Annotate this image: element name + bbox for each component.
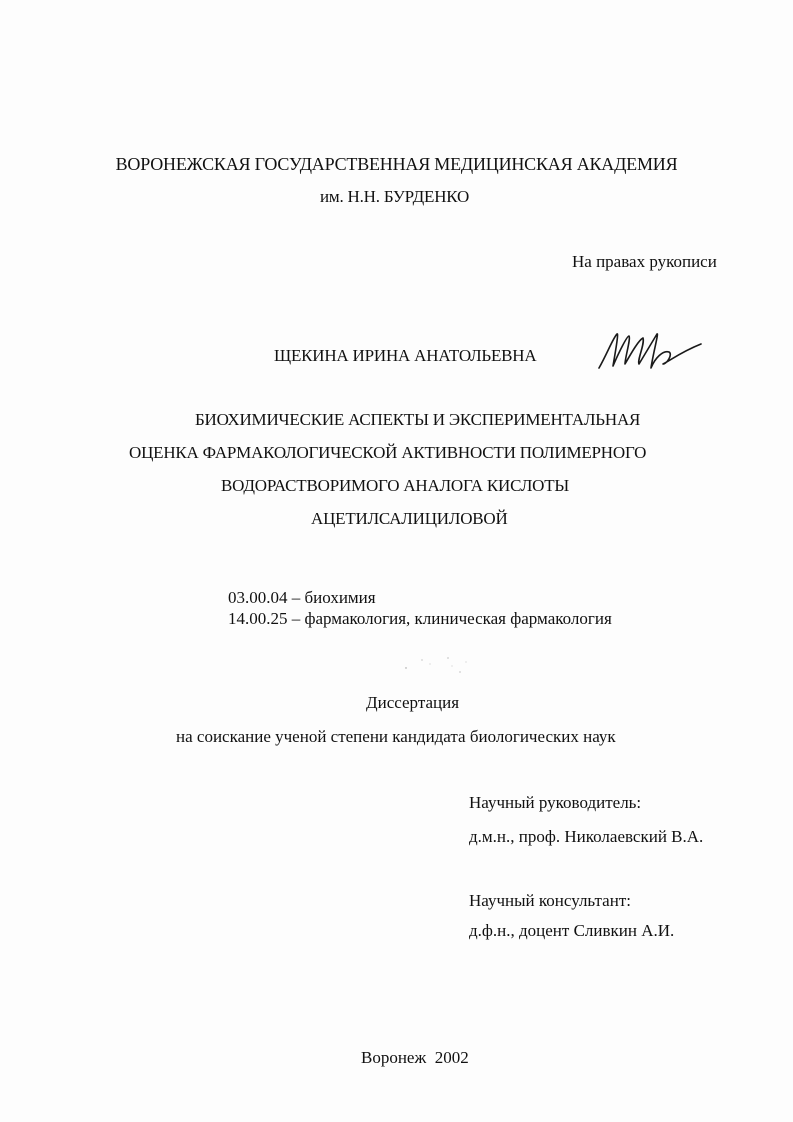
supervisor-label: Научный руководитель: bbox=[469, 793, 642, 812]
consultant-name: д.ф.н., доцент Сливкин А.И. bbox=[469, 921, 675, 940]
title-line-2: ОЦЕНКА ФАРМАКОЛОГИЧЕСКОЙ АКТИВНОСТИ ПОЛИМЕРНОГО bbox=[129, 443, 647, 462]
specialty-2: 14.00.25 – фармакология, клиническая фармакология bbox=[228, 609, 612, 628]
dissertation-label: Диссертация bbox=[366, 693, 460, 712]
specialty-1: 03.00.04 – биохимия bbox=[228, 588, 376, 607]
institution-named-after: им. Н.Н. БУРДЕНКО bbox=[320, 187, 470, 206]
scan-specks bbox=[400, 650, 480, 680]
author-signature-icon bbox=[593, 324, 705, 376]
rights-note: На правах рукописи bbox=[572, 252, 717, 271]
title-line-1: БИОХИМИЧЕСКИЕ АСПЕКТЫ И ЭКСПЕРИМЕНТАЛЬНАЯ bbox=[195, 410, 641, 429]
consultant-label: Научный консультант: bbox=[469, 891, 631, 910]
place-year: Воронеж 2002 bbox=[361, 1048, 469, 1067]
institution-name: ВОРОНЕЖСКАЯ ГОСУДАРСТВЕННАЯ МЕДИЦИНСКАЯ АКАДЕМИЯ bbox=[115, 154, 678, 174]
title-line-3: ВОДОРАСТВОРИМОГО АНАЛОГА КИСЛОТЫ bbox=[221, 476, 570, 495]
author-name: ЩЕКИНА ИРИНА АНАТОЛЬЕВНА bbox=[274, 346, 537, 365]
dissertation-purpose: на соискание ученой степени кандидата биологических наук bbox=[176, 727, 616, 746]
title-line-4: АЦЕТИЛСАЛИЦИЛОВОЙ bbox=[311, 509, 508, 528]
supervisor-name: д.м.н., проф. Николаевский В.А. bbox=[469, 827, 704, 846]
